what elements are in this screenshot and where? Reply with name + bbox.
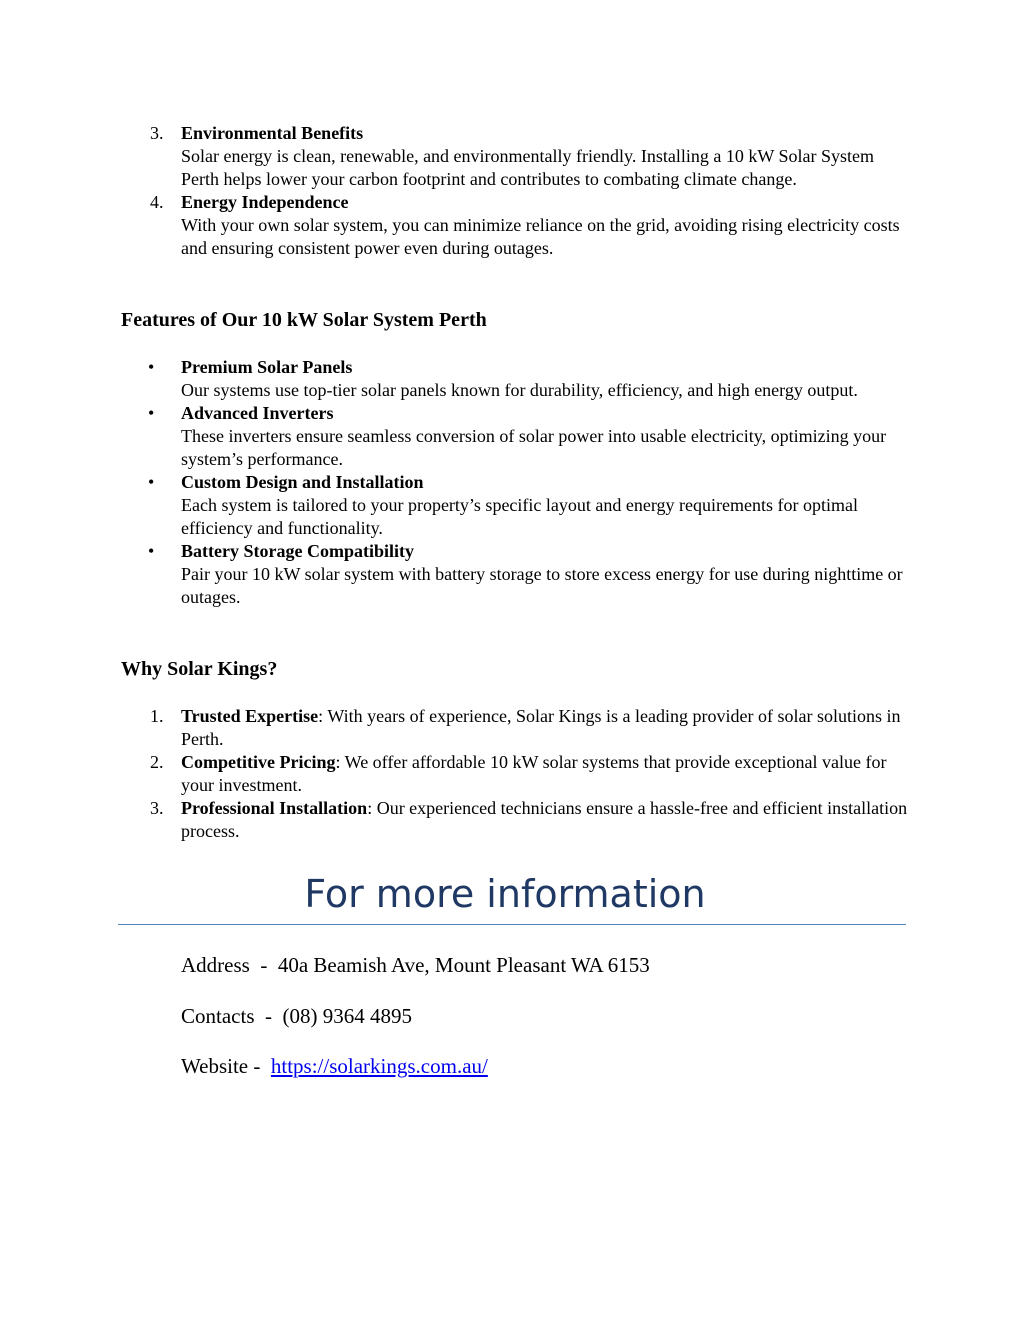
address-label: Address -: [181, 953, 278, 977]
bullet-icon: •: [148, 357, 155, 377]
address-line: [181, 952, 650, 978]
bullet-icon: •: [148, 541, 155, 561]
features-heading: Features of Our 10 kW Solar System Perth: [121, 309, 487, 331]
website-label: Website -: [181, 1054, 271, 1078]
item-text: : With years of experience, Solar Kings is a leading provider of solar solutions in Perth.: [181, 706, 901, 749]
list-item: [0, 191, 1024, 260]
item-title: Trusted Expertise: [181, 706, 319, 726]
bullet-icon: •: [148, 403, 155, 423]
item-title: Custom Design and Installation: [181, 472, 424, 492]
website-line: [181, 1053, 488, 1079]
item-text: : Our experienced technicians ensure a hassle-free and efficient installation process.: [181, 798, 908, 841]
list-item: [0, 471, 1024, 540]
item-title: Battery Storage Compatibility: [181, 541, 414, 561]
list-marker: 4.: [150, 192, 164, 212]
list-item: [0, 705, 1024, 751]
contacts-label: Contacts -: [181, 1004, 283, 1028]
list-item: [0, 122, 1024, 191]
item-title: Environmental Benefits: [181, 123, 364, 143]
item-title: Premium Solar Panels: [181, 357, 353, 377]
bullet-icon: •: [148, 472, 155, 492]
item-body: [181, 798, 907, 841]
item-title: Energy Independence: [181, 192, 349, 212]
info-title: For more information: [304, 872, 706, 916]
features-list: [0, 356, 1024, 609]
list-item: [0, 402, 1024, 471]
contacts-line: [181, 1003, 412, 1029]
list-marker: 3.: [150, 798, 164, 818]
item-text: Pair your 10 kW solar system with battery storage to store excess energy for use during nighttime or outages.: [181, 564, 903, 607]
address-value: 40a Beamish Ave, Mount Pleasant WA 6153: [277, 953, 650, 977]
benefits-list: [0, 122, 1024, 260]
contacts-value: (08) 9364 4895: [282, 1004, 412, 1028]
item-title: Professional Installation: [181, 798, 368, 818]
item-body: [181, 706, 900, 749]
list-item: [0, 751, 1024, 797]
why-heading: Why Solar Kings?: [121, 658, 278, 680]
item-text: Each system is tailored to your property’s specific layout and energy requirements for optimal efficiency and functionality.: [181, 495, 858, 538]
list-item: [0, 356, 1024, 402]
item-text: These inverters ensure seamless conversion of solar power into usable electricity, optimizing your system’s performance.: [181, 426, 887, 469]
list-marker: 3.: [150, 123, 164, 143]
why-list: [0, 705, 1024, 843]
list-item: [0, 540, 1024, 609]
item-text: Our systems use top-tier solar panels known for durability, efficiency, and high energy output.: [181, 380, 858, 400]
website-link[interactable]: https://solarkings.com.au/: [270, 1054, 488, 1078]
item-text: : We offer affordable 10 kW solar systems that provide exceptional value for your investment.: [181, 752, 887, 795]
list-item: [0, 797, 1024, 843]
item-body: [181, 752, 887, 795]
list-marker: 2.: [150, 752, 164, 772]
title-divider: [118, 924, 906, 925]
item-text: With your own solar system, you can minimize reliance on the grid, avoiding rising electricity costs and ensuring consistent power even during outages.: [181, 215, 900, 258]
item-title: Competitive Pricing: [181, 752, 336, 772]
item-text: Solar energy is clean, renewable, and environmentally friendly. Installing a 10 kW Solar System Perth helps lower your carbon footprint and contributes to combating climate change.: [181, 146, 874, 189]
item-title: Advanced Inverters: [181, 403, 334, 423]
list-marker: 1.: [150, 706, 164, 726]
